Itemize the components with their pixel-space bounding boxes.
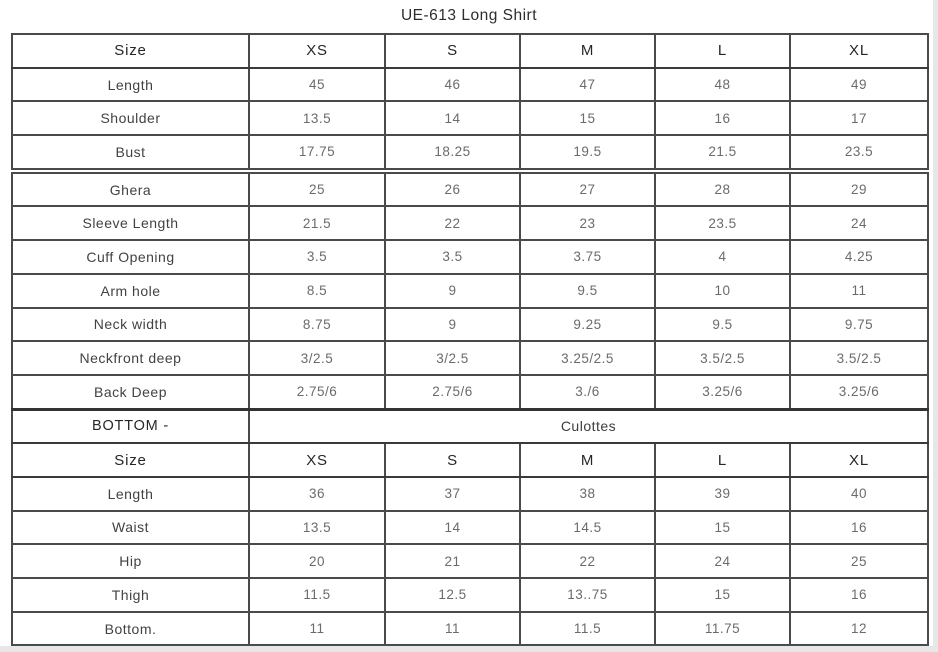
shirt-measure-label: Neck width: [12, 308, 249, 342]
bottom-value-cell: 11: [249, 612, 385, 646]
bottom-size-header-row: [12, 443, 928, 477]
shirt-value-cell: 10: [655, 274, 790, 308]
bottom-value-cell: 24: [655, 544, 790, 578]
bottom-value-cell: 39: [655, 477, 790, 511]
shirt-value-cell: 24: [790, 206, 928, 240]
shirt-value-cell: 23: [520, 206, 655, 240]
bottom-value-cell: 22: [520, 544, 655, 578]
bottom-value-cell: 15: [655, 511, 790, 545]
shirt-value-cell: 9.5: [655, 308, 790, 342]
bottom-value-cell: 13..75: [520, 578, 655, 612]
shirt-value-cell: 11: [790, 274, 928, 308]
shirt-value-cell: 9.25: [520, 308, 655, 342]
bottom-value-cell: 40: [790, 477, 928, 511]
shirt-value-cell: 4: [655, 240, 790, 274]
bottom-value-cell: 16: [790, 578, 928, 612]
shirt-value-cell: 9: [385, 308, 520, 342]
shirt-value-cell: 3./6: [520, 375, 655, 409]
shirt-value-cell: 45: [249, 68, 385, 102]
table-row: [12, 477, 928, 511]
shirt-value-cell: 3.5: [385, 240, 520, 274]
shirt-value-cell: 9.5: [520, 274, 655, 308]
shirt-value-cell: 3.5/2.5: [790, 341, 928, 375]
bottom-value-cell: 11: [385, 612, 520, 646]
shirt-size-header-row: [12, 34, 928, 68]
table-row: [12, 274, 928, 308]
size-col-header-xl: XL: [790, 443, 928, 477]
shirt-value-cell: 8.75: [249, 308, 385, 342]
shirt-value-cell: 3.25/2.5: [520, 341, 655, 375]
bottom-value-cell: 11.75: [655, 612, 790, 646]
bottom-category-cell: Culottes: [249, 409, 928, 443]
shirt-measure-label: Back Deep: [12, 375, 249, 409]
shirt-value-cell: 47: [520, 68, 655, 102]
size-row-header: Size: [12, 34, 249, 68]
bottom-measure-label: Hip: [12, 544, 249, 578]
table-row: [12, 240, 928, 274]
bottom-value-cell: 36: [249, 477, 385, 511]
shirt-value-cell: 22: [385, 206, 520, 240]
shirt-value-cell: 9.75: [790, 308, 928, 342]
bottom-value-cell: 37: [385, 477, 520, 511]
shirt-value-cell: 3.75: [520, 240, 655, 274]
shirt-measure-label: Sleeve Length: [12, 206, 249, 240]
table-row: [12, 578, 928, 612]
size-col-header-l: L: [655, 34, 790, 68]
shirt-value-cell: 23.5: [790, 135, 928, 171]
shirt-measure-label: Neckfront deep: [12, 341, 249, 375]
shirt-value-cell: 29: [790, 171, 928, 207]
bottom-value-cell: 20: [249, 544, 385, 578]
size-col-header-m: M: [520, 443, 655, 477]
size-col-header-s: S: [385, 34, 520, 68]
bottom-measure-label: Bottom.: [12, 612, 249, 646]
shirt-value-cell: 26: [385, 171, 520, 207]
shirt-value-cell: 3.5/2.5: [655, 341, 790, 375]
shirt-value-cell: 2.75/6: [385, 375, 520, 409]
shirt-value-cell: 21.5: [655, 135, 790, 171]
shirt-value-cell: 17.75: [249, 135, 385, 171]
table-row: [12, 171, 928, 207]
shirt-value-cell: 48: [655, 68, 790, 102]
table-row: [12, 135, 928, 171]
shirt-value-cell: 3/2.5: [249, 341, 385, 375]
bottom-value-cell: 11.5: [249, 578, 385, 612]
shirt-value-cell: 14: [385, 101, 520, 135]
shirt-measure-label: Arm hole: [12, 274, 249, 308]
table-row: [12, 308, 928, 342]
shirt-measure-label: Ghera: [12, 171, 249, 207]
bottom-value-cell: 15: [655, 578, 790, 612]
shirt-value-cell: 28: [655, 171, 790, 207]
table-row: [12, 341, 928, 375]
bottom-value-cell: 38: [520, 477, 655, 511]
bottom-section-label: BOTTOM -: [12, 409, 249, 443]
shirt-measure-label: Bust: [12, 135, 249, 171]
table-row: [12, 375, 928, 409]
page-title: UE-613 Long Shirt: [400, 7, 538, 24]
bottom-value-cell: 25: [790, 544, 928, 578]
table-row: [12, 612, 928, 646]
shirt-value-cell: 13.5: [249, 101, 385, 135]
table-row: [12, 101, 928, 135]
bottom-measure-label: Length: [12, 477, 249, 511]
shirt-measure-label: Length: [12, 68, 249, 102]
shirt-value-cell: 3.25/6: [790, 375, 928, 409]
table-row: [12, 68, 928, 102]
shirt-value-cell: 18.25: [385, 135, 520, 171]
table-row: [12, 544, 928, 578]
shirt-value-cell: 19.5: [520, 135, 655, 171]
bottom-value-cell: 11.5: [520, 612, 655, 646]
table-row: [12, 206, 928, 240]
bottom-value-cell: 14.5: [520, 511, 655, 545]
size-col-header-m: M: [520, 34, 655, 68]
bottom-section-row: [12, 409, 928, 443]
size-chart-table: [11, 33, 929, 646]
shirt-value-cell: 9: [385, 274, 520, 308]
bottom-measure-label: Thigh: [12, 578, 249, 612]
shirt-value-cell: 21.5: [249, 206, 385, 240]
table-row: [12, 511, 928, 545]
bottom-value-cell: 14: [385, 511, 520, 545]
shirt-value-cell: 3.5: [249, 240, 385, 274]
shirt-measure-label: Cuff Opening: [12, 240, 249, 274]
shirt-value-cell: 16: [655, 101, 790, 135]
size-row-header: Size: [12, 443, 249, 477]
bottom-value-cell: 21: [385, 544, 520, 578]
shirt-value-cell: 17: [790, 101, 928, 135]
size-col-header-xs: XS: [249, 34, 385, 68]
shirt-value-cell: 3.25/6: [655, 375, 790, 409]
bottom-measure-label: Waist: [12, 511, 249, 545]
shirt-value-cell: 2.75/6: [249, 375, 385, 409]
size-col-header-l: L: [655, 443, 790, 477]
size-col-header-s: S: [385, 443, 520, 477]
size-col-header-xs: XS: [249, 443, 385, 477]
bottom-value-cell: 16: [790, 511, 928, 545]
shirt-value-cell: 27: [520, 171, 655, 207]
shirt-value-cell: 15: [520, 101, 655, 135]
size-col-header-xl: XL: [790, 34, 928, 68]
shirt-value-cell: 46: [385, 68, 520, 102]
shirt-measure-label: Shoulder: [12, 101, 249, 135]
shirt-value-cell: 25: [249, 171, 385, 207]
shirt-value-cell: 49: [790, 68, 928, 102]
bottom-value-cell: 12: [790, 612, 928, 646]
bottom-value-cell: 12.5: [385, 578, 520, 612]
shirt-value-cell: 8.5: [249, 274, 385, 308]
shirt-value-cell: 3/2.5: [385, 341, 520, 375]
shirt-value-cell: 23.5: [655, 206, 790, 240]
bottom-value-cell: 13.5: [249, 511, 385, 545]
shirt-value-cell: 4.25: [790, 240, 928, 274]
